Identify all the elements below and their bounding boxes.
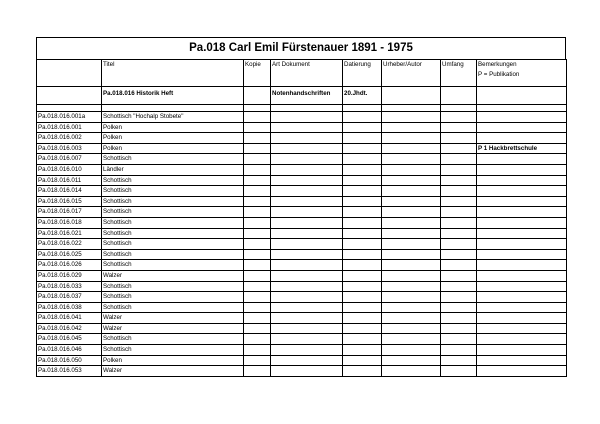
cell-art — [271, 207, 343, 218]
cell-titel: Polken — [102, 122, 244, 133]
header-bemerkungen-legend: P = Publikation — [478, 70, 520, 78]
cell-urheber — [382, 345, 441, 356]
cell-urheber — [382, 217, 441, 228]
table-row — [37, 292, 567, 303]
cell-umfang — [441, 228, 477, 239]
cell-signatur: Pa.018.016.017 — [37, 207, 102, 218]
cell-bemerkungen — [477, 112, 567, 123]
cell-art — [271, 112, 343, 123]
cell-datierung — [343, 366, 382, 377]
cell-signatur: Pa.018.016.042 — [37, 323, 102, 334]
table-row — [37, 302, 567, 313]
group-bemerkungen — [477, 87, 567, 105]
cell-art — [271, 260, 343, 271]
cell-titel: Polken — [102, 355, 244, 366]
cell-bemerkungen — [477, 164, 567, 175]
cell-datierung — [343, 228, 382, 239]
cell-urheber — [382, 292, 441, 303]
cell-kopie — [244, 175, 271, 186]
table-row — [37, 112, 567, 123]
cell-titel: Schottisch — [102, 281, 244, 292]
table-row — [37, 249, 567, 260]
table-row — [37, 281, 567, 292]
cell-titel: Walzer — [102, 323, 244, 334]
cell-titel: Schottisch — [102, 207, 244, 218]
cell-titel: Schottisch — [102, 345, 244, 356]
cell-signatur: Pa.018.016.002 — [37, 133, 102, 144]
cell-umfang — [441, 207, 477, 218]
cell-kopie — [244, 196, 271, 207]
cell-datierung — [343, 281, 382, 292]
cell-umfang — [441, 323, 477, 334]
cell-signatur: Pa.018.016.033 — [37, 281, 102, 292]
cell-datierung — [343, 355, 382, 366]
cell-bemerkungen — [477, 133, 567, 144]
table-row — [37, 164, 567, 175]
cell-signatur: Pa.018.016.037 — [37, 292, 102, 303]
cell-kopie — [244, 323, 271, 334]
cell-signatur: Pa.018.016.053 — [37, 366, 102, 377]
table-row — [37, 133, 567, 144]
cell-kopie — [244, 228, 271, 239]
cell-datierung — [343, 302, 382, 313]
cell-art — [271, 345, 343, 356]
cell-urheber — [382, 196, 441, 207]
cell-bemerkungen — [477, 154, 567, 165]
cell-urheber — [382, 186, 441, 197]
cell-bemerkungen: P 1 Hackbrettschule — [477, 143, 567, 154]
table-row — [37, 186, 567, 197]
cell-urheber — [382, 228, 441, 239]
table-row — [37, 143, 567, 154]
cell-titel: Schottisch — [102, 302, 244, 313]
cell-kopie — [244, 217, 271, 228]
group-art: Notenhandschriften — [271, 87, 343, 105]
cell-urheber — [382, 133, 441, 144]
cell-kopie — [244, 260, 271, 271]
cell-datierung — [343, 186, 382, 197]
table-row — [37, 228, 567, 239]
cell-art — [271, 122, 343, 133]
cell-kopie — [244, 292, 271, 303]
cell-kopie — [244, 112, 271, 123]
cell-art — [271, 154, 343, 165]
cell-bemerkungen — [477, 175, 567, 186]
table-row — [37, 154, 567, 165]
group-titel: Pa.018.016 Historik Heft — [102, 87, 244, 105]
cell-datierung — [343, 164, 382, 175]
cell-urheber — [382, 366, 441, 377]
table-row — [37, 313, 567, 324]
cell-umfang — [441, 302, 477, 313]
cell-signatur: Pa.018.016.015 — [37, 196, 102, 207]
group-umfang — [441, 87, 477, 105]
table-row — [37, 239, 567, 250]
cell-art — [271, 175, 343, 186]
cell-art — [271, 366, 343, 377]
cell-signatur: Pa.018.016.022 — [37, 239, 102, 250]
group-urheber — [382, 87, 441, 105]
cell-signatur: Pa.018.016.029 — [37, 270, 102, 281]
cell-kopie — [244, 355, 271, 366]
cell-signatur: Pa.018.016.046 — [37, 345, 102, 356]
header-titel: Titel — [102, 60, 244, 87]
cell-kopie — [244, 281, 271, 292]
cell-bemerkungen — [477, 260, 567, 271]
cell-umfang — [441, 313, 477, 324]
cell-signatur: Pa.018.016.045 — [37, 334, 102, 345]
cell-art — [271, 302, 343, 313]
cell-urheber — [382, 249, 441, 260]
cell-signatur: Pa.018.016.011 — [37, 175, 102, 186]
cell-umfang — [441, 366, 477, 377]
cell-kopie — [244, 366, 271, 377]
cell-urheber — [382, 175, 441, 186]
header-umfang: Umfang — [441, 60, 477, 87]
cell-urheber — [382, 281, 441, 292]
cell-bemerkungen — [477, 302, 567, 313]
cell-bemerkungen — [477, 122, 567, 133]
cell-umfang — [441, 334, 477, 345]
cell-signatur: Pa.018.016.001a — [37, 112, 102, 123]
table-row — [37, 122, 567, 133]
cell-bemerkungen — [477, 281, 567, 292]
cell-bemerkungen — [477, 239, 567, 250]
cell-kopie — [244, 207, 271, 218]
cell-bemerkungen — [477, 345, 567, 356]
cell-titel: Schottisch — [102, 239, 244, 250]
cell-kopie — [244, 154, 271, 165]
cell-datierung — [343, 154, 382, 165]
table-row — [37, 217, 567, 228]
cell-kopie — [244, 186, 271, 197]
cell-kopie — [244, 164, 271, 175]
cell-signatur: Pa.018.016.014 — [37, 186, 102, 197]
group-signatur — [37, 87, 102, 105]
cell-urheber — [382, 112, 441, 123]
header-signatur — [37, 60, 102, 87]
cell-signatur: Pa.018.016.021 — [37, 228, 102, 239]
cell-umfang — [441, 133, 477, 144]
cell-kopie — [244, 249, 271, 260]
cell-titel: Schottisch — [102, 186, 244, 197]
table-row — [37, 323, 567, 334]
cell-bemerkungen — [477, 186, 567, 197]
cell-titel: Polken — [102, 143, 244, 154]
cell-titel: Schottisch — [102, 249, 244, 260]
cell-umfang — [441, 281, 477, 292]
cell-kopie — [244, 334, 271, 345]
cell-art — [271, 281, 343, 292]
cell-signatur: Pa.018.016.026 — [37, 260, 102, 271]
cell-signatur: Pa.018.016.018 — [37, 217, 102, 228]
cell-art — [271, 196, 343, 207]
header-row — [37, 60, 567, 87]
cell-bemerkungen — [477, 323, 567, 334]
cell-art — [271, 143, 343, 154]
cell-umfang — [441, 270, 477, 281]
cell-titel: Schottisch — [102, 154, 244, 165]
cell-umfang — [441, 154, 477, 165]
cell-bemerkungen — [477, 292, 567, 303]
cell-datierung — [343, 292, 382, 303]
cell-urheber — [382, 313, 441, 324]
cell-bemerkungen — [477, 366, 567, 377]
cell-art — [271, 355, 343, 366]
cell-titel: Schottisch — [102, 175, 244, 186]
cell-datierung — [343, 217, 382, 228]
cell-urheber — [382, 164, 441, 175]
header-bemerkungen — [477, 60, 567, 87]
cell-titel: Schottisch — [102, 334, 244, 345]
cell-kopie — [244, 239, 271, 250]
cell-umfang — [441, 164, 477, 175]
cell-titel: Schottisch — [102, 196, 244, 207]
cell-signatur: Pa.018.016.050 — [37, 355, 102, 366]
cell-urheber — [382, 260, 441, 271]
cell-titel: Schottisch "Hochalp Stobete" — [102, 112, 244, 123]
cell-umfang — [441, 143, 477, 154]
table-row — [37, 270, 567, 281]
cell-bemerkungen — [477, 228, 567, 239]
cell-signatur: Pa.018.016.010 — [37, 164, 102, 175]
cell-kopie — [244, 302, 271, 313]
cell-titel: Schottisch — [102, 228, 244, 239]
group-datierung: 20.Jhdt. — [343, 87, 382, 105]
table-row — [37, 207, 567, 218]
cell-signatur: Pa.018.016.001 — [37, 122, 102, 133]
cell-datierung — [343, 196, 382, 207]
table-row — [37, 334, 567, 345]
cell-urheber — [382, 334, 441, 345]
header-kopie: Kopie — [244, 60, 271, 87]
cell-datierung — [343, 175, 382, 186]
cell-umfang — [441, 260, 477, 271]
cell-bemerkungen — [477, 313, 567, 324]
cell-titel: Ländler — [102, 164, 244, 175]
cell-kopie — [244, 313, 271, 324]
cell-umfang — [441, 239, 477, 250]
cell-titel: Schottisch — [102, 217, 244, 228]
cell-umfang — [441, 292, 477, 303]
cell-kopie — [244, 345, 271, 356]
cell-kopie — [244, 133, 271, 144]
cell-datierung — [343, 143, 382, 154]
cell-art — [271, 217, 343, 228]
cell-signatur: Pa.018.016.007 — [37, 154, 102, 165]
cell-umfang — [441, 122, 477, 133]
cell-urheber — [382, 323, 441, 334]
cell-urheber — [382, 355, 441, 366]
cell-art — [271, 228, 343, 239]
header-urheber: Urheber/Autor — [382, 60, 441, 87]
group-row — [37, 87, 567, 105]
cell-datierung — [343, 313, 382, 324]
cell-art — [271, 164, 343, 175]
cell-titel: Schottisch — [102, 292, 244, 303]
cell-datierung — [343, 270, 382, 281]
cell-datierung — [343, 249, 382, 260]
cell-umfang — [441, 249, 477, 260]
cell-umfang — [441, 355, 477, 366]
cell-datierung — [343, 133, 382, 144]
cell-bemerkungen — [477, 196, 567, 207]
table-row — [37, 345, 567, 356]
cell-bemerkungen — [477, 217, 567, 228]
cell-kopie — [244, 270, 271, 281]
cell-bemerkungen — [477, 355, 567, 366]
cell-bemerkungen — [477, 207, 567, 218]
cell-urheber — [382, 143, 441, 154]
cell-signatur: Pa.018.016.038 — [37, 302, 102, 313]
cell-urheber — [382, 270, 441, 281]
cell-urheber — [382, 302, 441, 313]
cell-signatur: Pa.018.016.003 — [37, 143, 102, 154]
cell-umfang — [441, 175, 477, 186]
cell-art — [271, 133, 343, 144]
cell-bemerkungen — [477, 270, 567, 281]
cell-art — [271, 239, 343, 250]
cell-datierung — [343, 122, 382, 133]
cell-datierung — [343, 112, 382, 123]
cell-datierung — [343, 334, 382, 345]
cell-art — [271, 270, 343, 281]
cell-urheber — [382, 239, 441, 250]
cell-art — [271, 249, 343, 260]
cell-urheber — [382, 207, 441, 218]
cell-art — [271, 186, 343, 197]
cell-titel: Walzer — [102, 313, 244, 324]
table-row — [37, 175, 567, 186]
cell-umfang — [441, 186, 477, 197]
table-row — [37, 196, 567, 207]
header-bemerkungen-label: Bemerkungen — [478, 61, 517, 68]
cell-titel: Walzer — [102, 366, 244, 377]
cell-bemerkungen — [477, 334, 567, 345]
cell-datierung — [343, 260, 382, 271]
cell-urheber — [382, 154, 441, 165]
cell-umfang — [441, 345, 477, 356]
page-title: Pa.018 Carl Emil Fürstenauer 1891 - 1975 — [36, 37, 566, 59]
cell-art — [271, 292, 343, 303]
cell-titel: Walzer — [102, 270, 244, 281]
cell-datierung — [343, 239, 382, 250]
cell-umfang — [441, 112, 477, 123]
cell-bemerkungen — [477, 249, 567, 260]
cell-umfang — [441, 196, 477, 207]
cell-titel: Schottisch — [102, 260, 244, 271]
header-datierung: Datierung — [343, 60, 382, 87]
inventory-table — [36, 59, 567, 377]
inventory-sheet — [36, 37, 566, 377]
cell-datierung — [343, 323, 382, 334]
cell-art — [271, 313, 343, 324]
cell-signatur: Pa.018.016.025 — [37, 249, 102, 260]
spacer-row — [37, 105, 567, 112]
cell-kopie — [244, 143, 271, 154]
cell-urheber — [382, 122, 441, 133]
cell-datierung — [343, 345, 382, 356]
cell-umfang — [441, 217, 477, 228]
table-row — [37, 355, 567, 366]
cell-art — [271, 334, 343, 345]
table-row — [37, 260, 567, 271]
group-kopie — [244, 87, 271, 105]
cell-datierung — [343, 207, 382, 218]
cell-kopie — [244, 122, 271, 133]
cell-art — [271, 323, 343, 334]
cell-titel: Polken — [102, 133, 244, 144]
header-art-dokument: Art Dokument — [271, 60, 343, 87]
cell-signatur: Pa.018.016.041 — [37, 313, 102, 324]
table-row — [37, 366, 567, 377]
